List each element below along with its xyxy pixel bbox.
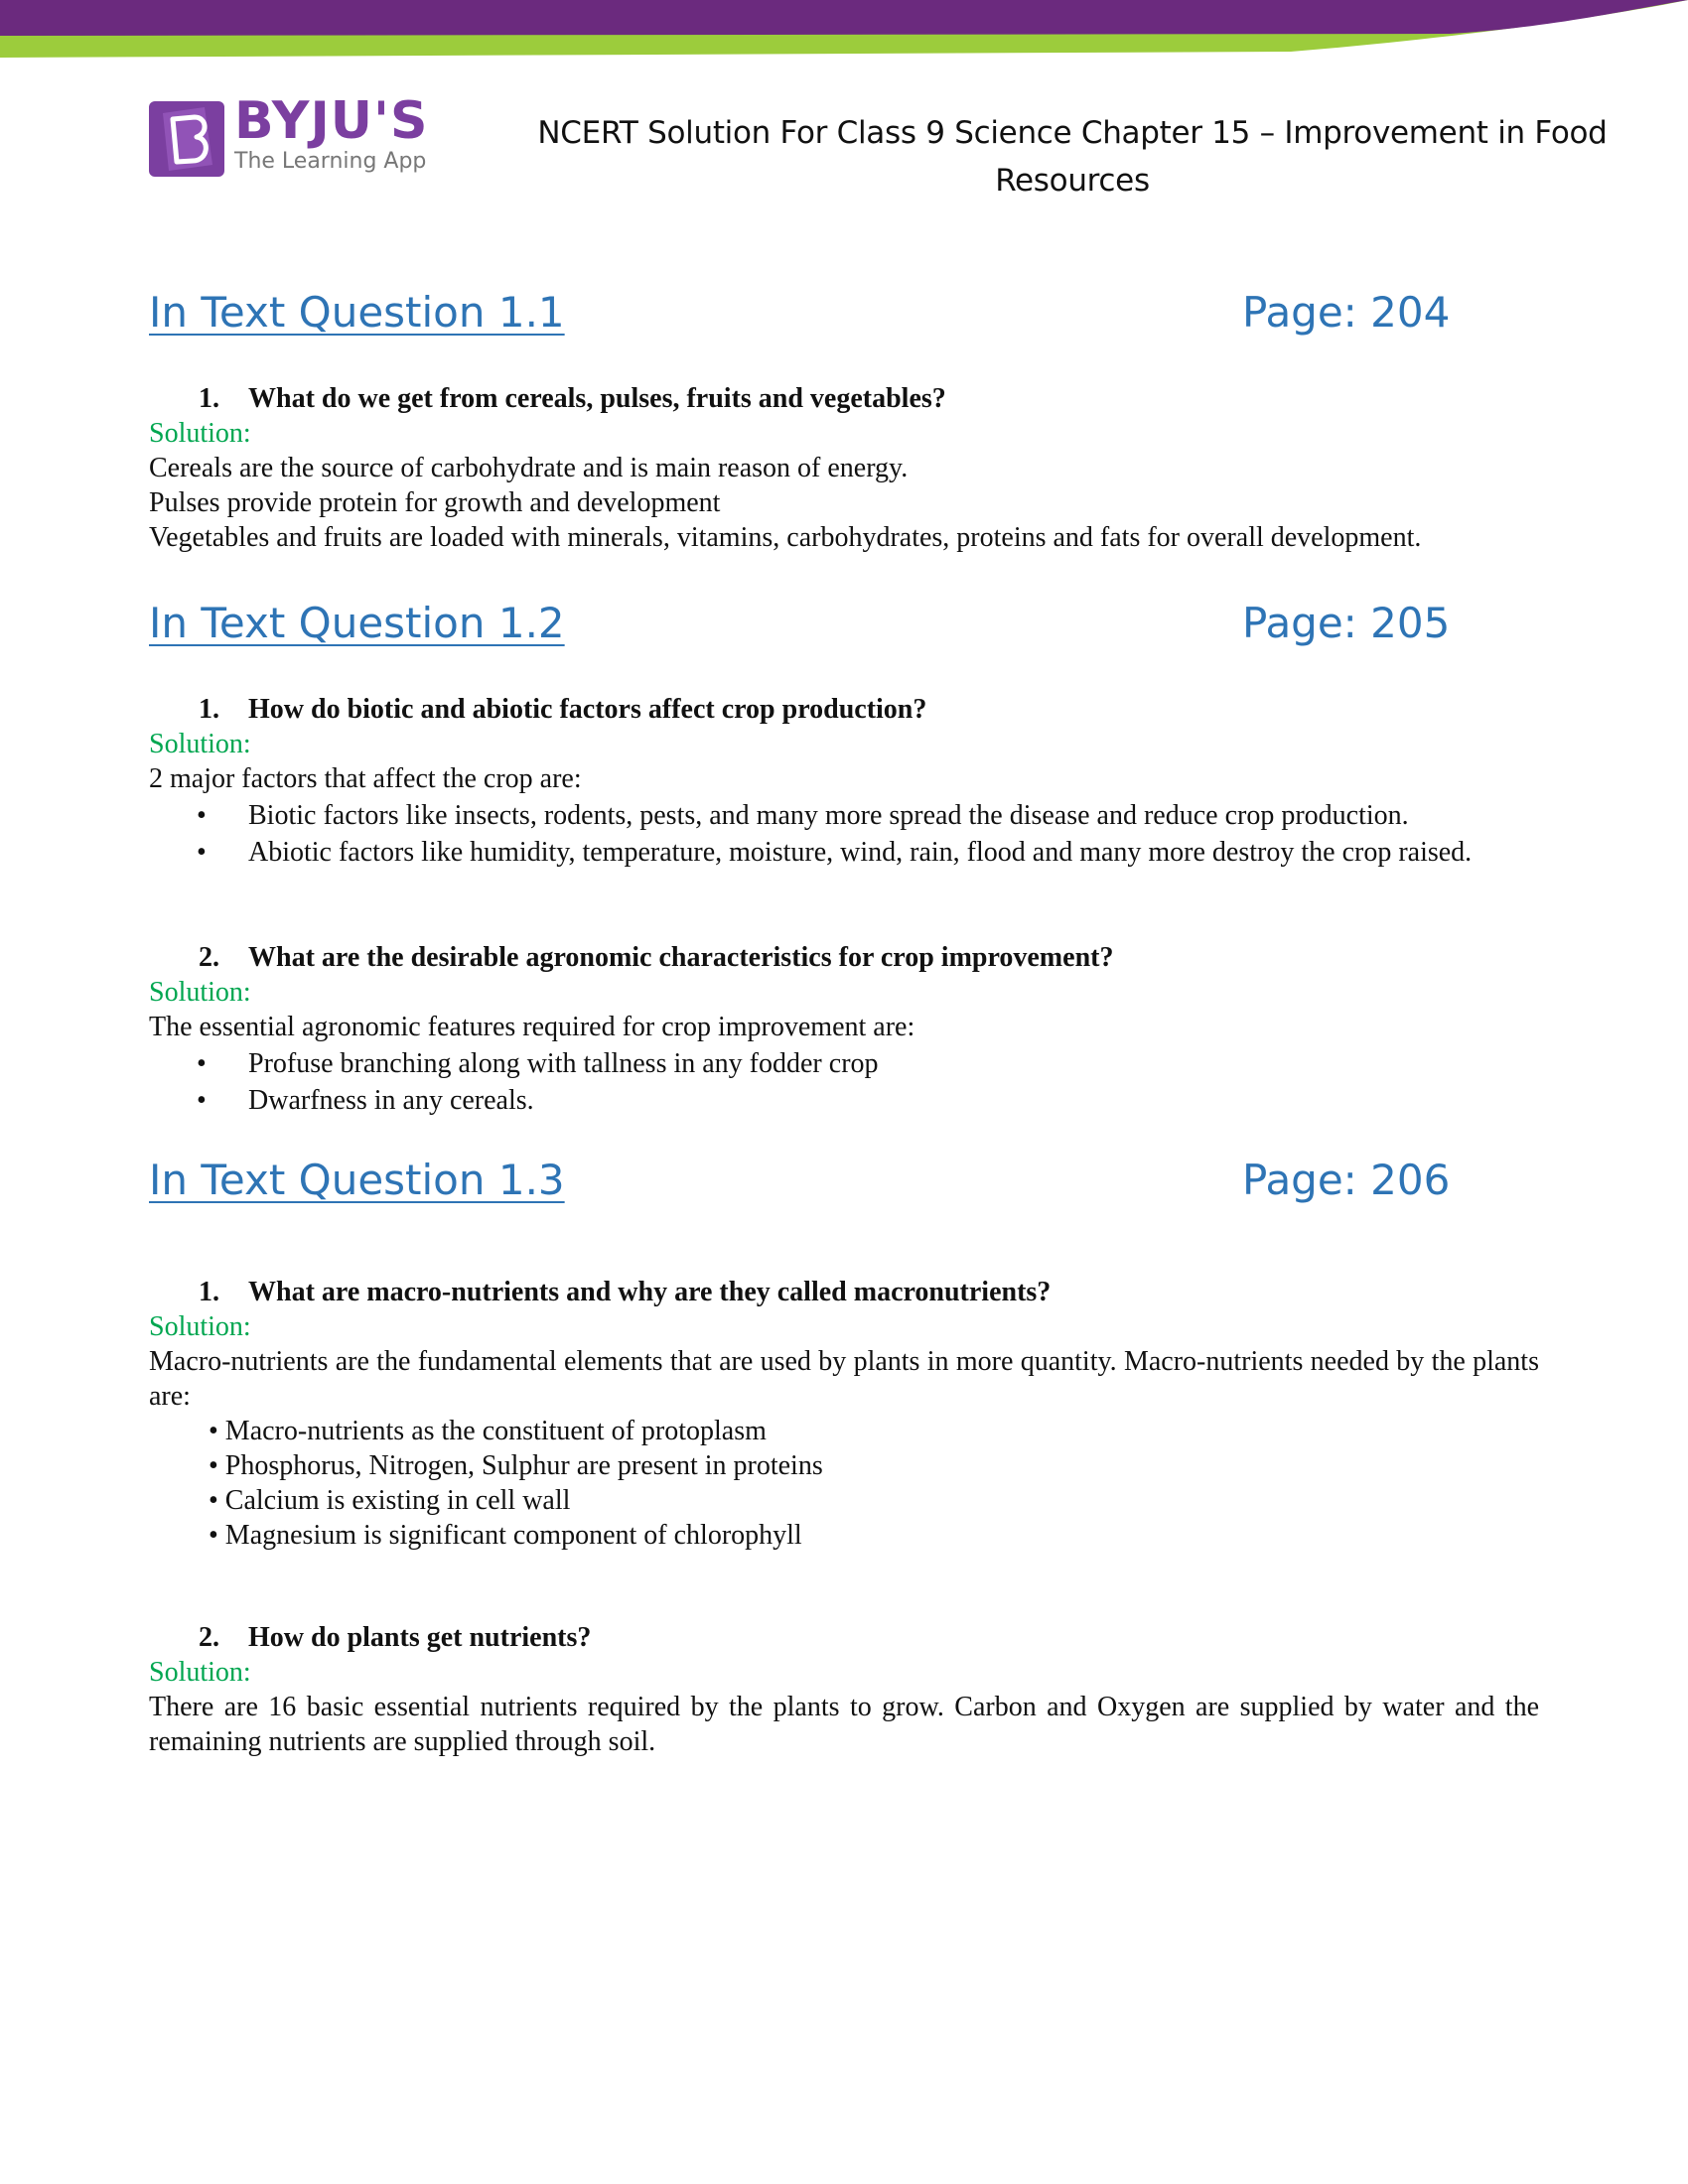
section-title[interactable]: In Text Question 1.1 xyxy=(149,288,565,337)
section-title[interactable]: In Text Question 1.3 xyxy=(149,1156,565,1204)
bullet-list xyxy=(149,1414,1539,1553)
logo-tagline: The Learning App xyxy=(234,149,427,174)
bullet-list xyxy=(149,1046,1539,1118)
bullet-icon: • xyxy=(197,837,207,868)
document-title-line1: NCERT Solution For Class 9 Science Chapter 15 – Improvement in Food xyxy=(537,115,1608,151)
answer-line: Vegetables and fruits are loaded with minerals, vitamins, carbohydrates, proteins and fats for overall development. xyxy=(149,522,1422,553)
list-item: • Calcium is existing in cell wall xyxy=(209,1485,571,1516)
bullet-icon: • xyxy=(197,1085,207,1116)
answer-intro: Macro-nutrients are the fundamental elements that are used by plants in more quantity. Macro-nutrients needed by the plants are: xyxy=(149,1346,1539,1412)
document-title xyxy=(506,109,1638,205)
solution-label: Solution: xyxy=(149,1657,251,1688)
solution-label: Solution: xyxy=(149,1311,251,1342)
section-page-number: Page: 206 xyxy=(1242,1156,1451,1204)
answer-line: Cereals are the source of carbohydrate and is main reason of energy. xyxy=(149,453,909,483)
solution-label: Solution: xyxy=(149,729,251,759)
section-page-number: Page: 205 xyxy=(1242,599,1451,647)
bullet-icon: • xyxy=(197,800,207,831)
question-text: 1. How do biotic and abiotic factors affect crop production? xyxy=(199,694,927,725)
list-item: • Biotic factors like insects, rodents, pests, and many more spread the disease and reduce crop production. xyxy=(197,800,1409,831)
logo-wordmark: BYJU'S xyxy=(234,91,429,151)
question-block xyxy=(149,381,1539,555)
question-block xyxy=(149,1275,1539,1553)
question-block xyxy=(149,692,1539,872)
list-item: • Dwarfness in any cereals. xyxy=(197,1085,534,1116)
question-text: 2. How do plants get nutrients? xyxy=(199,1622,592,1653)
byjus-logo-icon xyxy=(147,99,226,179)
question-text: 1. What are macro-nutrients and why are they called macronutrients? xyxy=(199,1277,1052,1307)
list-item: • Macro-nutrients as the constituent of protoplasm xyxy=(209,1416,767,1446)
section-page-number: Page: 204 xyxy=(1242,288,1451,337)
section-heading xyxy=(149,288,1451,347)
answer-intro: There are 16 basic essential nutrients required by the plants to grow. Carbon and Oxygen are supplied by water and the remaining nutrients are supplied through soil. xyxy=(149,1692,1539,1757)
question-text: 2. What are the desirable agronomic characteristics for crop improvement? xyxy=(199,942,1114,973)
header-band xyxy=(0,0,1688,64)
answer-intro: 2 major factors that affect the crop are: xyxy=(149,763,582,794)
question-block xyxy=(149,940,1539,1120)
list-item: • Magnesium is significant component of chlorophyll xyxy=(209,1520,802,1551)
answer-line: Pulses provide protein for growth and development xyxy=(149,487,721,518)
answer-intro: The essential agronomic features required for crop improvement are: xyxy=(149,1012,915,1042)
section-title[interactable]: In Text Question 1.2 xyxy=(149,599,565,647)
solution-label: Solution: xyxy=(149,418,251,449)
byjus-logo xyxy=(147,91,435,183)
section-heading xyxy=(149,1156,1451,1215)
section-heading xyxy=(149,599,1451,658)
question-text: 1. What do we get from cereals, pulses, fruits and vegetables? xyxy=(199,383,946,414)
list-item: • Profuse branching along with tallness in any fodder crop xyxy=(197,1048,879,1079)
bullet-icon: • xyxy=(197,1048,207,1079)
solution-label: Solution: xyxy=(149,977,251,1008)
list-item: • Phosphorus, Nitrogen, Sulphur are present in proteins xyxy=(209,1450,823,1481)
bullet-list xyxy=(149,798,1539,870)
document-title-line2: Resources xyxy=(995,163,1150,199)
question-block xyxy=(149,1620,1539,1759)
list-item: • Abiotic factors like humidity, temperature, moisture, wind, rain, flood and many more destroy the crop raised. xyxy=(197,837,1473,868)
